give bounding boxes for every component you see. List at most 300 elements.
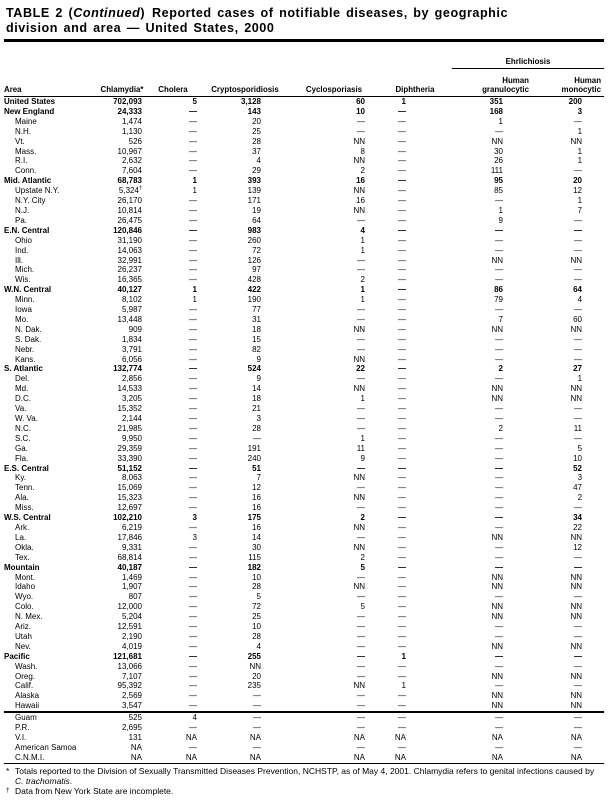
value-cell: NA	[491, 752, 503, 762]
value-cell: 40,127	[117, 285, 142, 295]
value-cell: 240	[247, 453, 261, 463]
table-row-mass	[4, 147, 604, 157]
table-row-tenn	[4, 483, 604, 493]
area-cell: Pa.	[15, 215, 28, 225]
value-cell: —	[189, 215, 197, 225]
area-cell: Mich.	[15, 265, 35, 275]
value-cell: —	[189, 612, 197, 622]
value-cell: —	[398, 483, 406, 493]
value-cell: 68,814	[117, 552, 142, 562]
value-cell: 1	[401, 651, 406, 661]
value-cell: 1	[360, 295, 365, 305]
value-cell: NN	[353, 384, 365, 394]
value-cell: NN	[491, 394, 503, 404]
footnote-text-italic: C. trachomatis	[15, 775, 70, 786]
value-cell: —	[357, 255, 365, 265]
value-cell: —	[574, 503, 583, 513]
value-cell: —	[495, 631, 503, 641]
table-row-w-s-central	[4, 513, 604, 523]
area-cell: Mont.	[15, 572, 36, 582]
value-cell: —	[189, 225, 197, 235]
value-cell: —	[189, 305, 197, 315]
value-cell: —	[189, 592, 197, 602]
value-cell: —	[398, 334, 406, 344]
value-cell: 28	[252, 423, 261, 433]
value-cell: 6,056	[121, 354, 142, 364]
value-cell: —	[189, 344, 197, 354]
value-cell: 64	[252, 215, 261, 225]
value-cell: —	[398, 235, 406, 245]
value-cell: —	[378, 712, 452, 723]
value-cell: —	[495, 592, 503, 602]
value-cell: —	[189, 582, 197, 592]
value-cell: —	[398, 324, 406, 334]
value-cell: NN	[570, 572, 583, 582]
value-cell: 807	[128, 592, 142, 602]
area-cell: Ind.	[15, 245, 29, 255]
value-cell: NN	[353, 186, 365, 196]
table-row-fla	[4, 454, 604, 464]
table-row-va	[4, 404, 604, 414]
value-cell: 8,063	[121, 473, 142, 483]
area-cell: N. Mex.	[15, 612, 43, 622]
col-header-human-granulocytic	[452, 69, 532, 97]
table-row-united-states	[4, 97, 604, 107]
value-cell: —	[200, 712, 290, 723]
value-cell: —	[189, 364, 197, 374]
header-line: monocytic	[561, 85, 602, 94]
value-cell: —	[398, 463, 406, 473]
value-cell: —	[189, 334, 197, 344]
value-cell: —	[189, 552, 197, 562]
value-cell: 393	[247, 176, 261, 186]
value-cell: —	[495, 562, 503, 572]
value-cell: —	[574, 552, 583, 562]
value-cell: 64	[573, 285, 583, 295]
value-cell: —	[398, 314, 406, 324]
value-cell: NA	[394, 733, 406, 742]
area-cell: Wyo.	[15, 592, 34, 602]
value-cell: —	[357, 344, 365, 354]
table-row-calif	[4, 681, 604, 691]
value-cell: 15,352	[117, 404, 142, 414]
value-cell: —	[574, 651, 583, 661]
value-cell: —	[189, 116, 197, 126]
value-cell: 182	[247, 562, 261, 572]
value-cell: —	[357, 463, 365, 473]
value-cell: —	[357, 572, 365, 582]
value-cell: NN	[570, 255, 583, 265]
footnote-dagger	[6, 787, 604, 797]
value-cell: —	[253, 723, 261, 733]
value-cell: —	[398, 166, 406, 176]
value-cell: —	[495, 453, 503, 463]
area-cell: United States	[4, 97, 56, 106]
value-cell: NN	[570, 602, 583, 612]
table-row-guam	[4, 712, 604, 723]
footnote-text: Data from New York State are incomplete.	[15, 786, 174, 797]
value-cell: —	[189, 602, 197, 612]
value-cell: 12	[573, 186, 583, 196]
value-cell: 3	[192, 513, 197, 523]
table-row-utah	[4, 632, 604, 642]
table-row-wash	[4, 662, 604, 672]
group-header-spacer	[4, 42, 452, 69]
value-cell: 524	[247, 364, 261, 374]
value-cell: —	[357, 532, 365, 542]
area-cell: Mass.	[15, 146, 37, 156]
value-cell: 1	[401, 681, 406, 691]
value-cell: —	[574, 275, 583, 285]
table-row-c-n-m-i	[4, 753, 604, 763]
value-cell: —	[574, 742, 583, 752]
value-cell: NN	[353, 324, 365, 334]
value-cell: —	[290, 712, 378, 723]
value-cell: —	[398, 522, 406, 532]
table-row-hawaii	[4, 701, 604, 712]
value-cell: NN	[491, 532, 503, 542]
table-row-n-y-city	[4, 196, 604, 206]
table-title	[6, 6, 604, 36]
area-cell: E.N. Central	[4, 225, 50, 235]
value-cell: —	[398, 493, 406, 503]
value-cell: —	[398, 552, 406, 562]
value-cell: 12	[252, 483, 261, 493]
value-cell: 21	[252, 404, 261, 414]
value-cell: NN	[570, 671, 583, 681]
value-cell: 52	[573, 463, 583, 473]
value-cell: NN	[249, 661, 261, 671]
value-cell: —	[495, 723, 503, 733]
value-cell: —	[398, 742, 406, 752]
value-cell: 85	[494, 186, 503, 196]
value-cell: —	[398, 255, 406, 265]
area-cell: S.C.	[15, 433, 31, 443]
area-cell: S. Dak.	[15, 334, 42, 344]
value-cell: 126	[247, 255, 261, 265]
value-cell: —	[357, 742, 365, 752]
value-cell: 3,128	[240, 97, 261, 106]
value-cell: NN	[491, 255, 503, 265]
value-cell: —	[495, 235, 503, 245]
area-cell: E.S. Central	[4, 463, 49, 473]
value-cell: —	[189, 742, 197, 752]
value-cell: —	[398, 631, 406, 641]
value-cell: 16	[356, 196, 365, 206]
value-cell: 10,814	[117, 205, 142, 215]
area-cell: La.	[15, 532, 27, 542]
value-cell: 13,066	[117, 661, 142, 671]
area-cell: Va.	[15, 404, 27, 414]
value-cell: —	[357, 423, 365, 433]
value-cell: —	[189, 314, 197, 324]
value-cell: —	[189, 671, 197, 681]
table-row-p-r	[4, 723, 604, 733]
value-cell: 16	[252, 522, 261, 532]
value-cell: 525	[98, 712, 146, 723]
value-cell: 95,392	[117, 681, 142, 691]
value-cell: 82	[252, 344, 261, 354]
value-cell: NN	[491, 602, 503, 612]
area-cell: V.I.	[15, 733, 27, 742]
value-cell: 14	[252, 384, 261, 394]
value-cell: 5,987	[121, 305, 142, 315]
value-cell: 191	[247, 443, 261, 453]
value-cell: —	[495, 443, 503, 453]
value-cell: —	[495, 196, 503, 206]
value-cell: 3	[577, 106, 583, 116]
table-row-s-c	[4, 434, 604, 444]
value-cell: 22	[356, 364, 365, 374]
value-cell: 190	[247, 295, 261, 305]
col-header-cholera: Cholera	[146, 69, 200, 97]
table-row-new-england	[4, 107, 604, 117]
value-cell: NN	[491, 641, 503, 651]
value-cell: 235	[247, 681, 261, 691]
col-header-cryptosporidiosis: Cryptosporidiosis	[200, 69, 290, 97]
value-cell: —	[253, 701, 261, 711]
value-cell: 28	[252, 582, 261, 592]
value-cell: —	[357, 701, 365, 711]
value-cell: 351	[489, 97, 503, 106]
value-cell: —	[495, 503, 503, 513]
table-row-md	[4, 384, 604, 394]
value-cell: —	[398, 354, 406, 364]
area-cell: Mid. Atlantic	[4, 176, 52, 186]
value-cell: —	[574, 344, 583, 354]
value-cell: 1	[192, 285, 197, 295]
value-cell: NN	[570, 691, 583, 701]
col-header-human-monocytic	[532, 69, 604, 97]
value-cell: —	[398, 602, 406, 612]
table-header	[4, 42, 604, 97]
value-cell: NA	[570, 752, 583, 762]
value-cell: 7	[498, 314, 503, 324]
ehrlichiosis-group-header: Ehrlichiosis	[452, 42, 604, 69]
value-cell: —	[189, 453, 197, 463]
footnote-text	[15, 766, 594, 786]
value-cell: 72	[252, 602, 261, 612]
value-cell: NN	[570, 324, 583, 334]
value-cell: —	[574, 354, 583, 364]
table-row-n-dak	[4, 325, 604, 335]
table-row-upstate-n-y	[4, 186, 604, 196]
value-cell: 8	[360, 146, 365, 156]
value-cell: 18	[252, 394, 261, 404]
value-cell: NN	[353, 681, 365, 691]
footnote-text-post: .	[69, 775, 73, 786]
value-cell: NN	[570, 394, 583, 404]
table-row-mountain	[4, 563, 604, 573]
area-cell: N.Y. City	[15, 196, 46, 206]
value-cell: NA	[570, 733, 583, 742]
area-cell: Wis.	[15, 275, 31, 285]
value-cell: —	[357, 116, 365, 126]
value-cell: NN	[491, 384, 503, 394]
value-cell: —	[398, 671, 406, 681]
value-cell: 171	[247, 196, 261, 206]
value-cell: —	[189, 166, 197, 176]
value-cell: 12,000	[117, 602, 142, 612]
value-cell: 1	[498, 205, 503, 215]
value-cell: —	[398, 374, 406, 384]
value-cell: 5	[577, 443, 583, 453]
area-cell: Pacific	[4, 651, 30, 661]
value-cell: 5,324†	[118, 185, 142, 196]
area-cell: Vt.	[15, 136, 25, 146]
area-cell: Miss.	[15, 503, 34, 513]
footnote-marker: †	[6, 787, 10, 795]
value-cell: —	[574, 681, 583, 691]
area-cell: Mo.	[15, 314, 29, 324]
title-continued: Continued	[73, 6, 141, 20]
value-cell: —	[189, 622, 197, 632]
value-cell: 7	[577, 205, 583, 215]
table-row-nebr	[4, 345, 604, 355]
value-cell: —	[189, 146, 197, 156]
value-cell: NN	[570, 612, 583, 622]
value-cell: —	[398, 433, 406, 443]
value-cell: 3,791	[121, 344, 142, 354]
value-cell: 9	[256, 354, 261, 364]
value-cell: 1	[401, 97, 406, 106]
table-row-ga	[4, 444, 604, 454]
value-cell: 5	[256, 592, 261, 602]
value-cell: 47	[573, 483, 583, 493]
value-cell: —	[495, 414, 503, 423]
value-cell: —	[189, 136, 197, 146]
value-cell: —	[357, 305, 365, 315]
value-cell: 2	[360, 275, 365, 285]
table-row-conn	[4, 166, 604, 176]
area-cell: P.R.	[15, 723, 30, 733]
value-cell: —	[574, 631, 583, 641]
value-cell: —	[189, 661, 197, 671]
value-cell: NN	[491, 582, 503, 592]
value-cell: 16,365	[117, 275, 142, 285]
value-cell: 13,448	[117, 314, 142, 324]
value-cell: 3,547	[121, 701, 142, 711]
value-cell: 1	[360, 235, 365, 245]
area-cell: Wash.	[15, 661, 38, 671]
area-cell: N.C.	[15, 423, 31, 433]
value-cell: —	[398, 176, 406, 186]
value-cell: 33,390	[117, 453, 142, 463]
value-cell: 1,834	[121, 334, 142, 344]
col-header-area: Area	[4, 69, 98, 97]
value-cell: 40,187	[117, 562, 142, 572]
area-cell: New England	[4, 106, 55, 116]
value-cell: 20	[573, 176, 583, 186]
value-cell: —	[574, 305, 583, 315]
value-cell: NN	[353, 493, 365, 503]
table-row-iowa	[4, 305, 604, 315]
value-cell: —	[574, 334, 583, 344]
value-cell: —	[357, 215, 365, 225]
value-cell: 909	[128, 324, 142, 334]
value-cell: —	[253, 433, 261, 443]
value-cell: —	[189, 631, 197, 641]
value-cell: —	[574, 414, 583, 423]
table-row-e-s-central	[4, 464, 604, 474]
value-cell: 10	[356, 106, 365, 116]
value-cell: —	[398, 285, 406, 295]
value-cell: —	[357, 691, 365, 701]
value-cell: 16	[252, 503, 261, 513]
value-cell: NN	[491, 136, 503, 146]
value-cell: 37	[252, 146, 261, 156]
table-row-ariz	[4, 622, 604, 632]
table-row-ky	[4, 473, 604, 483]
table-row-wyo	[4, 592, 604, 602]
value-cell: —	[357, 641, 365, 651]
value-cell: NA	[353, 733, 365, 742]
value-cell: 3	[577, 473, 583, 483]
value-cell: NA	[130, 752, 142, 762]
area-cell: R.I.	[15, 156, 28, 166]
value-cell: 9	[256, 374, 261, 384]
value-cell: —	[495, 245, 503, 255]
area-cell: Mountain	[4, 562, 40, 572]
value-cell: NA	[185, 733, 197, 742]
value-cell: 28	[252, 631, 261, 641]
value-cell: —	[398, 612, 406, 622]
value-cell: 2	[498, 423, 503, 433]
value-cell: 25	[252, 126, 261, 136]
value-cell: —	[189, 275, 197, 285]
value-cell: —	[189, 572, 197, 582]
value-cell: —	[574, 622, 583, 632]
value-cell: —	[495, 126, 503, 136]
value-cell: 77	[252, 305, 261, 315]
area-cell: Md.	[15, 384, 29, 394]
value-cell: —	[398, 344, 406, 354]
value-cell: —	[398, 701, 406, 711]
value-cell: —	[357, 334, 365, 344]
area-cell: W.N. Central	[4, 285, 52, 295]
value-cell: —	[398, 265, 406, 275]
value-cell: 139	[247, 186, 261, 196]
value-cell: —	[495, 542, 503, 552]
value-cell: —	[398, 196, 406, 206]
value-cell: 10	[252, 622, 261, 632]
value-cell: 22	[573, 522, 583, 532]
area-cell: Tenn.	[15, 483, 35, 493]
area-cell: Upstate N.Y.	[15, 186, 60, 196]
value-cell: —	[189, 443, 197, 453]
header-line: Human	[574, 76, 602, 85]
value-cell: —	[189, 324, 197, 334]
value-cell: 3	[256, 414, 261, 423]
value-cell: —	[398, 245, 406, 255]
value-cell: —	[189, 255, 197, 265]
value-cell: 7,604	[121, 166, 142, 176]
table-row-miss	[4, 503, 604, 513]
value-cell: 983	[247, 225, 261, 235]
value-cell: —	[398, 503, 406, 513]
value-cell: 111	[490, 166, 503, 176]
value-cell: —	[357, 404, 365, 414]
value-cell: 102,210	[113, 513, 142, 523]
value-cell: 2	[360, 166, 365, 176]
value-cell: —	[357, 612, 365, 622]
value-cell: —	[398, 225, 406, 235]
value-cell: 5	[192, 97, 197, 106]
value-cell: —	[398, 592, 406, 602]
value-cell: NN	[570, 701, 583, 711]
value-cell: NN	[491, 572, 503, 582]
value-cell: 1	[360, 285, 365, 295]
